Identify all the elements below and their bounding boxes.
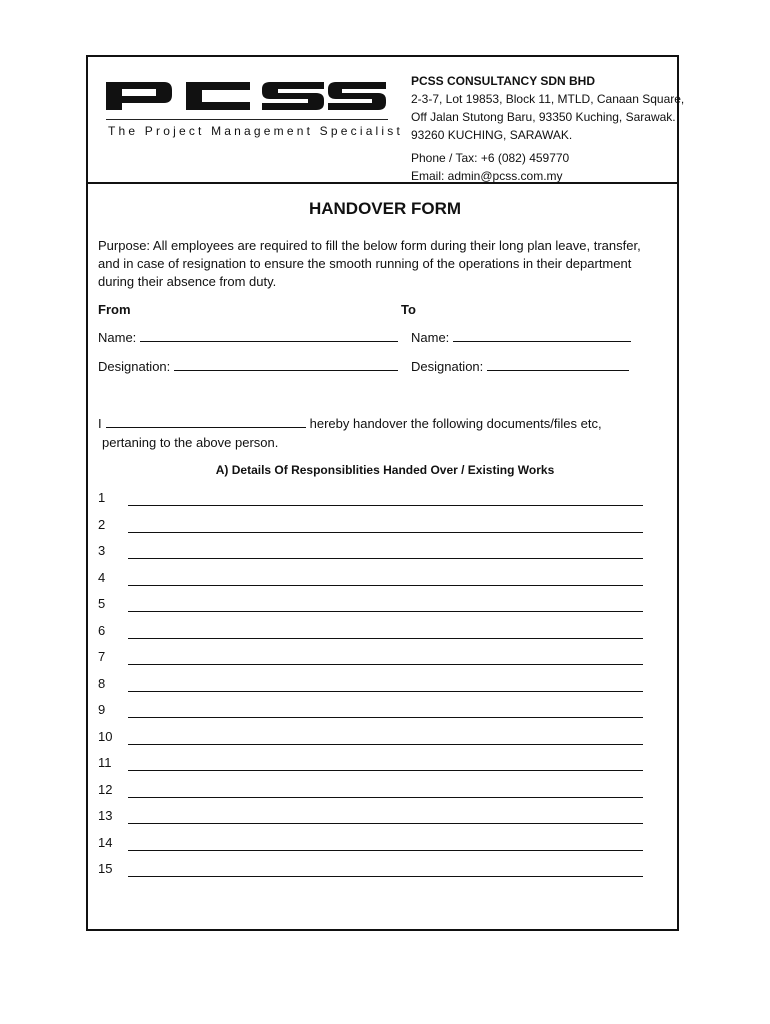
row-number: 1	[98, 490, 106, 505]
row-blank-line[interactable]	[128, 505, 643, 506]
row-number: 7	[98, 649, 106, 664]
section-heading: A) Details Of Responsiblities Handed Over / Existing Works	[215, 463, 555, 477]
row-blank-line[interactable]	[128, 558, 643, 559]
handover-name-blank[interactable]	[106, 416, 306, 428]
row-number: 15	[98, 861, 113, 876]
handover-prefix: I	[98, 416, 102, 431]
form-border	[86, 55, 679, 931]
purpose-line: and in case of resignation to ensure the smooth running of the operations in their department	[98, 256, 632, 271]
row-number: 13	[98, 808, 113, 823]
company-info	[411, 72, 684, 185]
company-address-line2: Off Jalan Stutong Baru, 93350 Kuching, Sarawak.	[411, 110, 676, 124]
row-number: 9	[98, 702, 106, 717]
row-blank-line[interactable]	[128, 823, 643, 824]
row-number: 3	[98, 543, 106, 558]
row-blank-line[interactable]	[128, 744, 643, 745]
handover-line2: pertaning to the above person.	[102, 435, 279, 450]
row-blank-line[interactable]	[128, 532, 643, 533]
to-label: To	[401, 302, 416, 317]
to-designation-label: Designation:	[411, 359, 484, 374]
row-blank-line[interactable]	[128, 850, 643, 851]
from-name-label: Name:	[98, 330, 137, 345]
handover-suffix: hereby handover the following documents/files etc,	[309, 416, 602, 431]
from-designation-blank[interactable]	[174, 359, 398, 371]
row-blank-line[interactable]	[128, 585, 643, 586]
company-address-line3: 93260 KUCHING, SARAWAK.	[411, 128, 573, 142]
company-name: PCSS CONSULTANCY SDN BHD	[411, 74, 596, 88]
to-name-blank[interactable]	[453, 330, 631, 342]
row-number: 4	[98, 569, 106, 585]
to-name-label: Name:	[411, 330, 450, 345]
purpose-line: during their absence from duty.	[98, 274, 277, 289]
logo-rule	[106, 119, 388, 120]
row-number: 8	[98, 675, 106, 691]
from-label: From	[98, 302, 131, 317]
row-number: 14	[98, 834, 113, 850]
row-blank-line[interactable]	[128, 638, 643, 639]
purpose-text	[98, 237, 658, 291]
row-blank-line[interactable]	[128, 611, 643, 612]
from-designation-label: Designation:	[98, 359, 171, 374]
to-name-field[interactable]	[411, 330, 631, 345]
row-blank-line[interactable]	[128, 691, 643, 692]
row-number: 5	[98, 596, 106, 611]
company-phone: Phone / Tax: +6 (082) 459770	[411, 151, 570, 165]
row-blank-line[interactable]	[128, 770, 643, 771]
row-blank-line[interactable]	[128, 876, 643, 877]
row-number: 2	[98, 516, 106, 532]
purpose-line: Purpose: All employees are required to fill the below form during their long plan leave, transfer,	[98, 238, 641, 253]
row-number: 12	[98, 781, 113, 797]
handover-statement	[98, 416, 602, 431]
row-number: 11	[98, 755, 112, 770]
row-number: 10	[98, 728, 113, 744]
row-number: 6	[98, 622, 106, 638]
to-designation-field[interactable]	[411, 359, 629, 374]
from-designation-field[interactable]	[98, 359, 398, 374]
row-blank-line[interactable]	[128, 797, 643, 798]
logo-tagline: The Project Management Specialist	[108, 124, 404, 138]
row-blank-line[interactable]	[128, 664, 643, 665]
company-address-line1: 2-3-7, Lot 19853, Block 11, MTLD, Canaan Square,	[411, 92, 685, 106]
row-blank-line[interactable]	[128, 717, 643, 718]
from-name-blank[interactable]	[140, 330, 398, 342]
to-designation-blank[interactable]	[487, 359, 629, 371]
company-email: Email: admin@pcss.com.my	[411, 169, 563, 183]
form-title: HANDOVER FORM	[308, 199, 462, 218]
from-name-field[interactable]	[98, 330, 398, 345]
